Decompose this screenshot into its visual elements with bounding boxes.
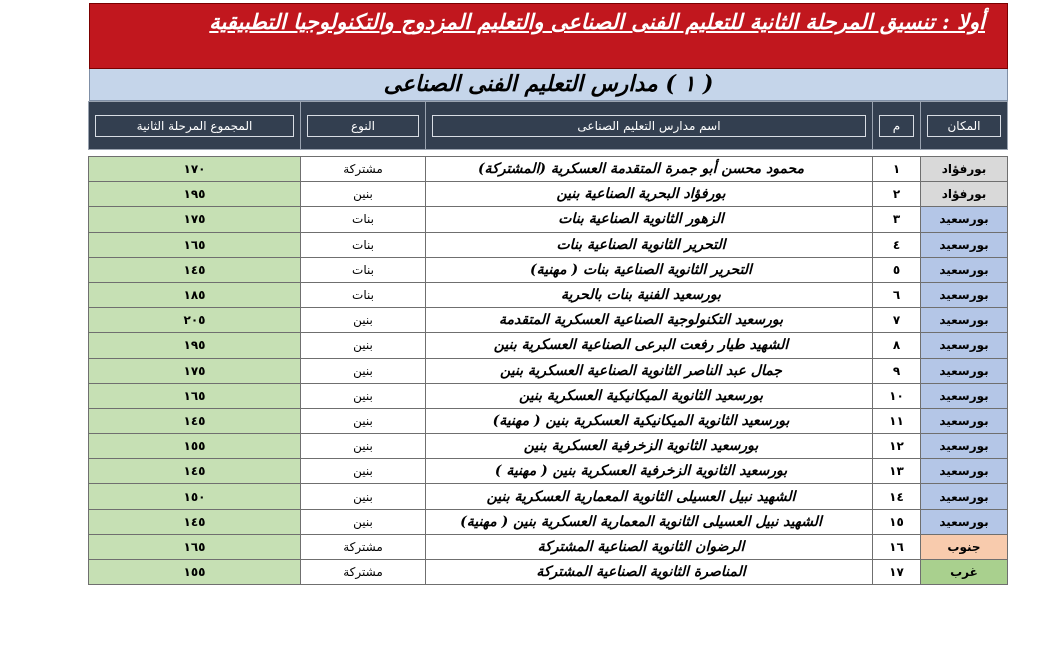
table-row [89,308,1008,333]
number-cell: ١ [873,157,921,182]
location-cell: بورسعيد [921,257,1008,282]
location-cell: بورسعيد [921,333,1008,358]
number-cell: ١٤ [873,484,921,509]
total-score-cell: ١٦٥ [89,383,301,408]
location-cell: بورفؤاد [921,157,1008,182]
type-cell: بنين [301,434,426,459]
header-school [426,102,873,150]
school-name-cell: الزهور الثانوية الصناعية بنات [426,207,873,232]
total-score-cell: ١٥٥ [89,434,301,459]
school-name-cell: المناصرة الثانوية الصناعية المشتركة [426,560,873,585]
table-row [89,484,1008,509]
location-cell: بورسعيد [921,308,1008,333]
type-cell: بنين [301,383,426,408]
number-cell: ١٧ [873,560,921,585]
number-cell: ٤ [873,232,921,257]
header-type-label: النوع [307,115,419,137]
type-cell: بنين [301,358,426,383]
total-score-cell: ١٥٠ [89,484,301,509]
header-number-label: م [879,115,914,137]
type-cell: بنين [301,182,426,207]
total-score-cell: ٢٠٥ [89,308,301,333]
table-row [89,534,1008,559]
school-name-cell: بورسعيد التكنولوجية الصناعية العسكرية المتقدمة [426,308,873,333]
type-cell: بنات [301,232,426,257]
location-cell: بورسعيد [921,282,1008,307]
header-school-label: اسم مدارس التعليم الصناعى [432,115,866,137]
school-name-cell: الشهيد نبيل العسيلى الثانوية المعمارية العسكرية بنين [426,484,873,509]
number-cell: ٥ [873,257,921,282]
number-cell: ٢ [873,182,921,207]
table-row [89,408,1008,433]
total-score-cell: ١٦٥ [89,534,301,559]
type-cell: مشتركة [301,534,426,559]
admission-sheet [89,3,1008,585]
type-cell: بنات [301,257,426,282]
total-score-cell: ١٩٥ [89,333,301,358]
header-type [301,102,426,150]
type-cell: مشتركة [301,560,426,585]
header-number [873,102,921,150]
total-score-cell: ١٤٥ [89,509,301,534]
type-cell: بنين [301,484,426,509]
header-location [921,102,1008,150]
table-row [89,207,1008,232]
table-row [89,434,1008,459]
table-row [89,257,1008,282]
header-total-label: المجموع المرحلة الثانية [95,115,294,137]
total-score-cell: ١٤٥ [89,408,301,433]
location-cell: بورسعيد [921,484,1008,509]
total-score-cell: ١٤٥ [89,257,301,282]
location-cell: غرب [921,560,1008,585]
location-cell: بورسعيد [921,232,1008,257]
table-row [89,232,1008,257]
header-location-label: المكان [927,115,1001,137]
school-name-cell: محمود محسن أبو جمرة المتقدمة العسكرية (المشتركة) [426,157,873,182]
number-cell: ١٦ [873,534,921,559]
number-cell: ١٣ [873,459,921,484]
number-cell: ٦ [873,282,921,307]
type-cell: مشتركة [301,157,426,182]
schools-table [88,101,1008,585]
total-score-cell: ١٧٠ [89,157,301,182]
table-row [89,157,1008,182]
section-title: ( ١ ) مدارس التعليم الفنى الصناعى [89,69,1008,101]
school-name-cell: التحرير الثانوية الصناعية بنات ( مهنية) [426,257,873,282]
location-cell: بورسعيد [921,207,1008,232]
location-cell: بورسعيد [921,459,1008,484]
number-cell: ٣ [873,207,921,232]
number-cell: ٧ [873,308,921,333]
location-cell: بورسعيد [921,509,1008,534]
type-cell: بنات [301,207,426,232]
table-body [89,157,1008,585]
type-cell: بنين [301,308,426,333]
header-spacer [89,150,1008,157]
location-cell: بورسعيد [921,383,1008,408]
total-score-cell: ١٩٥ [89,182,301,207]
school-name-cell: الرضوان الثانوية الصناعية المشتركة [426,534,873,559]
school-name-cell: الشهيد نبيل العسيلى الثانوية المعمارية العسكرية بنين ( مهنية) [426,509,873,534]
school-name-cell: بورسعيد الثانوية الزخرفية العسكرية بنين ( مهنية ) [426,459,873,484]
table-header-row [89,102,1008,150]
table-row [89,560,1008,585]
school-name-cell: جمال عبد الناصر الثانوية الصناعية العسكرية بنين [426,358,873,383]
number-cell: ١٥ [873,509,921,534]
school-name-cell: بورسعيد الثانوية الميكانيكية العسكرية بنين ( مهنية) [426,408,873,433]
total-score-cell: ١٦٥ [89,232,301,257]
type-cell: بنين [301,509,426,534]
location-cell: بورسعيد [921,434,1008,459]
number-cell: ٨ [873,333,921,358]
type-cell: بنين [301,408,426,433]
header-total [89,102,301,150]
total-score-cell: ١٧٥ [89,358,301,383]
location-cell: بورسعيد [921,408,1008,433]
school-name-cell: بورفؤاد البحرية الصناعية بنين [426,182,873,207]
school-name-cell: بورسعيد الثانوية الميكانيكية العسكرية بنين [426,383,873,408]
number-cell: ١٢ [873,434,921,459]
location-cell: بورسعيد [921,358,1008,383]
table-row [89,459,1008,484]
table-row [89,509,1008,534]
table-row [89,358,1008,383]
total-score-cell: ١٤٥ [89,459,301,484]
location-cell: جنوب [921,534,1008,559]
type-cell: بنات [301,282,426,307]
number-cell: ١٠ [873,383,921,408]
table-row [89,383,1008,408]
table-row [89,182,1008,207]
type-cell: بنين [301,459,426,484]
total-score-cell: ١٥٥ [89,560,301,585]
number-cell: ١١ [873,408,921,433]
school-name-cell: التحرير الثانوية الصناعية بنات [426,232,873,257]
number-cell: ٩ [873,358,921,383]
school-name-cell: بورسعيد الثانوية الزخرفية العسكرية بنين [426,434,873,459]
total-score-cell: ١٨٥ [89,282,301,307]
school-name-cell: بورسعيد الفنية بنات بالحرية [426,282,873,307]
page-title: أولا : تنسيق المرحلة الثانية للتعليم الفنى الصناعى والتعليم المزدوج والتكنولوجيا التطبيقية [89,3,1008,69]
school-name-cell: الشهيد طيار رفعت البرعى الصناعية العسكرية بنين [426,333,873,358]
location-cell: بورفؤاد [921,182,1008,207]
type-cell: بنين [301,333,426,358]
table-row [89,333,1008,358]
total-score-cell: ١٧٥ [89,207,301,232]
table-row [89,282,1008,307]
